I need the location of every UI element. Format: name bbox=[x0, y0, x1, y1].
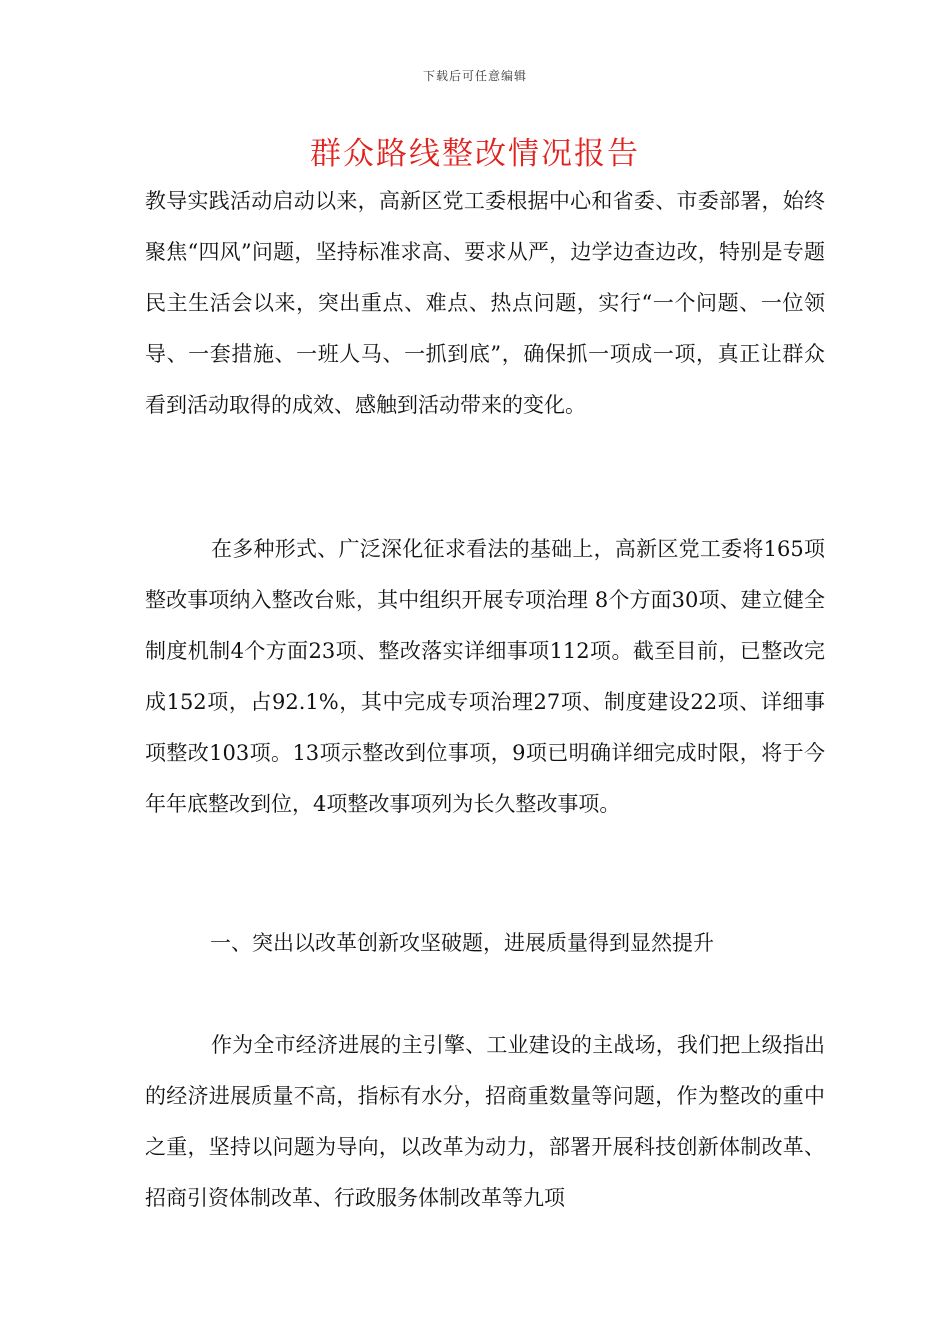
section-heading-1: 一、突出以改革创新攻坚破题，进展质量得到显然提升 bbox=[210, 931, 714, 955]
document-title: 群众路线整改情况报告 bbox=[310, 136, 640, 172]
paragraph-intro: 教导实践活动启动以来，高新区党工委根据中心和省委、市委部署，始终聚焦“四风”问题，坚持标准求高、要求从严，边学边查边改，特别是专题民主生活会以来，突出重点、难点、热点问题，实行“一个问题、一位领导、一套措施、一班人马、一抓到底”，确保抓一项成一项，真正让群众看到活动取得的成效、感触到活动带来的变化。 bbox=[145, 189, 825, 417]
paragraph-rectification-summary: 在多种形式、广泛深化征求看法的基础上，高新区党工委将165项整改事项纳入整改台账，其中组织开展专项治理 8个方面30项、建立健全制度机制4个方面23项、整改落实详细事项112项。截至目前，已整改完成152项，占92.1%，其中完成专项治理27项、制度建设22项、详细事项整改103项。13项示整改到位事项，9项已明确详细完成时限，将于今年年底整改到位，4项整改事项列为长久整改事项。 bbox=[145, 537, 825, 816]
header-note: 下载后可任意编辑 bbox=[422, 69, 527, 83]
paragraph-section-1: 作为全市经济进展的主引擎、工业建设的主战场，我们把上级指出的经济进展质量不高，指标有水分，招商重数量等问题，作为整改的重中之重，坚持以问题为导向，以改革为动力，部署开展科技创新体制改革、招商引资体制改革、行政服务体制改革等九项 bbox=[145, 1033, 825, 1210]
